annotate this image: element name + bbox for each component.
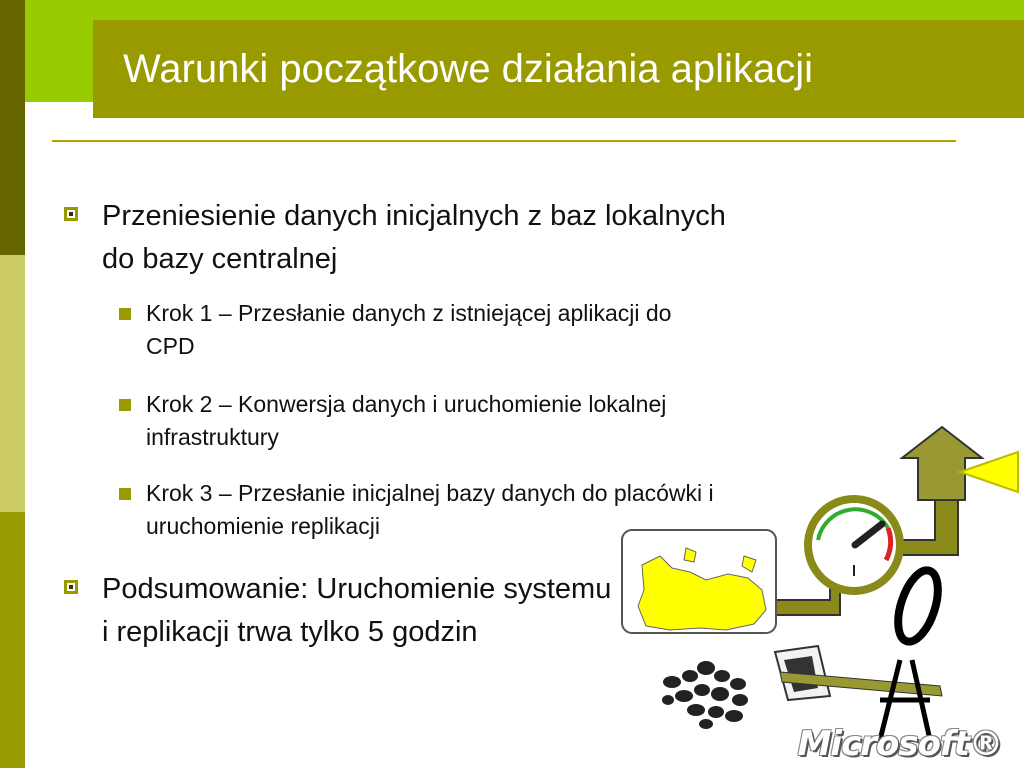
bullet-line: do bazy centralnej	[102, 243, 338, 275]
bullet-line: Podsumowanie: Uruchomienie systemu	[102, 573, 612, 605]
square-bullet-icon	[64, 580, 78, 594]
bullet-line: Przeniesienie danych inicjalnych z baz lokalnych	[102, 200, 726, 232]
square-bullet-icon	[64, 207, 78, 221]
bullet-summary	[102, 568, 982, 654]
filled-square-bullet-icon	[119, 308, 131, 320]
subbullet-line: Krok 3 – Przesłanie inicjalnej bazy danych do placówki i	[146, 480, 714, 506]
subbullet-step-1	[146, 297, 946, 363]
subbullet-line: Krok 1 – Przesłanie danych z istniejącej aplikacji do	[146, 300, 672, 326]
pebbles-cluster	[662, 661, 748, 729]
filled-square-bullet-icon	[119, 399, 131, 411]
subbullet-step-2	[146, 388, 946, 454]
subbullet-step-3	[146, 477, 946, 543]
filled-square-bullet-icon	[119, 488, 131, 500]
subbullet-line: uruchomienie replikacji	[146, 513, 380, 539]
subbullet-line: Krok 2 – Konwersja danych i uruchomienie lokalnej	[146, 391, 667, 417]
bullet-data-migration	[102, 195, 982, 281]
bullet-line: i replikacji trwa tylko 5 godzin	[102, 616, 478, 648]
subbullet-line: CPD	[146, 333, 195, 359]
microsoft-logo: Microsoft®	[797, 724, 1002, 764]
slide-title: Warunki początkowe działania aplikacji	[93, 20, 1024, 118]
subbullet-line: infrastruktury	[146, 424, 279, 450]
